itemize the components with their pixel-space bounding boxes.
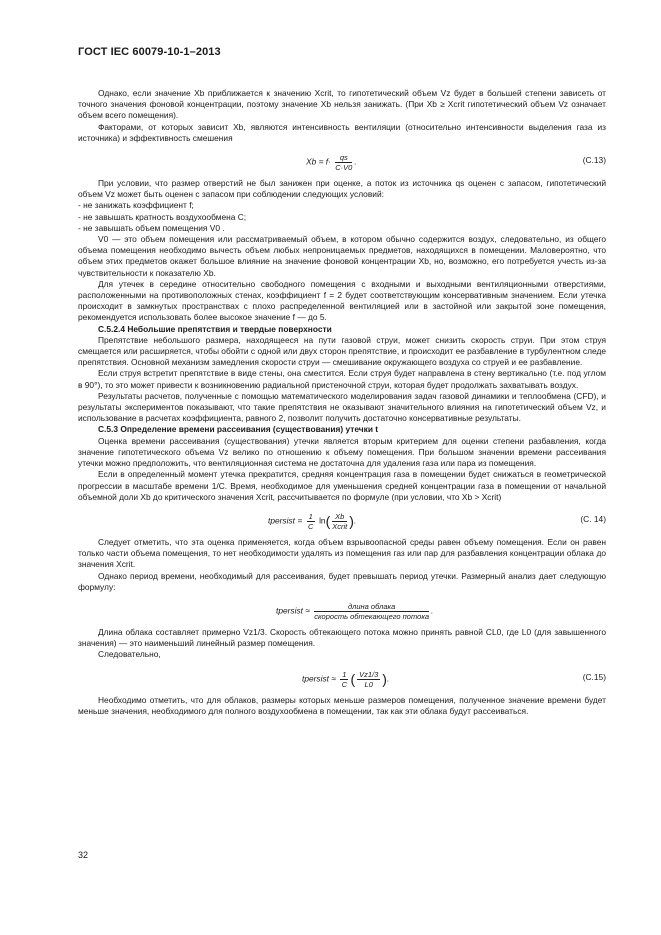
list-item-3: - не завышать объем помещения V0 . xyxy=(78,222,225,233)
formula-dimensional-denominator: скорость обтекающего потока xyxy=(314,611,430,621)
paragraph-11: Следует отметить, что эта оценка применяется, когда объем взрывоопасной среды равен объему помещения. Если он равен только части объема помещения, то нет необходимости удалять из помещения газ или пар для разбавления концентрации облака до значения Xcrit. xyxy=(78,536,606,570)
formula-c14-tail: . xyxy=(353,515,357,526)
paragraph-9: Оценка времени рассеивания (существования) утечки является вторым критерием для оценки степени разбавления, когда значение гипотетического объема Vz велико по отношению к объему помещения. При большом значении времени рассеивания утечки можно предположить, что вентиляционная система не достаточна для удаления газа или пара из помещения. xyxy=(78,435,606,469)
formula-c13-operator: = f· xyxy=(318,156,331,167)
formula-c15-coefficient xyxy=(340,670,348,689)
formula-c14-left-paren: ( xyxy=(325,512,331,529)
formula-c15-label: (C.15) xyxy=(582,671,606,682)
formula-c15-denominator: L0 xyxy=(364,679,373,689)
paragraph-8: Результаты расчетов, полученные с помощью математического моделирования задач газовой динамики и теплообмена (CFD), и результаты экспериментов показывают, что такие препятствия не оказывают значительного влияния на гипотетический объем Vz, и использование в расчетах коэффициента, равного 2, позволит получить достаточно консервативные результаты. xyxy=(78,390,606,424)
formula-c15-expression xyxy=(302,670,389,689)
formula-c13-expression xyxy=(306,153,357,172)
formula-c15-coef-numerator: 1 xyxy=(342,669,347,679)
formula-c14-expression xyxy=(268,512,356,531)
formula-c14-denominator: Xcrit xyxy=(332,521,348,531)
formula-c15-numerator: Vz1/3 xyxy=(359,669,379,679)
formula-c15-lhs: tpersist xyxy=(302,673,329,684)
page-number: 32 xyxy=(78,850,89,860)
formula-c15-coef-denominator: C xyxy=(341,679,348,689)
formula-c15-approx: ≈ xyxy=(331,673,336,684)
paragraph-15: Необходимо отметить, что для облаков, размеры которых меньше размеров помещения, полученное значение времени будет меньше значения, необходимого для полного воздухообмена в помещении, так как эти облака будут рассеиваться. xyxy=(78,694,606,716)
paragraph-1: Однако, если значение Xb приближается к значению Xcrit, то гипотетический объем Vz будет в большей степени зависеть от точного значения фоновой концентрации, поэтому значение Xb нельзя занижать. (При Xb ≥ Xcrit гипотетический объем Vz означает объем всего помещения). xyxy=(78,88,606,121)
paragraph-3: При условии, что размер отверстий не был занижен при оценке, а поток из источника qs оценен с запасом, гипотетический объем Vz может быть оценен с запасом при соблюдении следующих условий: xyxy=(78,178,606,200)
paragraph-5: Для утечек в середине относительно свободного помещения с входными и выходными вентиляционными отверстиями, расположенными на противоположных стенах, коэффициент f = 2 будет соответствующим консервативным значением. Если утечка происходит в замкнутых пространствах с плохо распределенной вентиляцией или в застойной или закрытой зоне помещения, рекомендуется использовать более высокое значение f — до 5. xyxy=(78,278,606,323)
paragraph-14: Следовательно, xyxy=(98,649,161,660)
list-item-1: - не занижать коэффициент f; xyxy=(78,200,194,211)
formula-c14-fraction xyxy=(332,512,347,531)
paragraph-13: Длина облака составляет примерно Vz1/3. Скорость обтекающего потока можно принять равной CL0, где L0 (для завышенного значения) — это наименьший линейный размер помещения. xyxy=(78,626,606,649)
formula-dimensional xyxy=(78,599,606,621)
formula-c13-numerator: qs xyxy=(335,153,352,163)
formula-c15-right-paren: ) xyxy=(382,670,387,687)
formula-c14-right-paren: ) xyxy=(349,512,354,529)
formula-c14-function: ln xyxy=(319,515,326,526)
formula-dimensional-fraction xyxy=(314,602,429,621)
paragraph-12: Однако период времени, необходимый для рассеивания, будет превышать период утечки. Размерный анализ дает следующую формулу: xyxy=(78,570,606,592)
formula-c14-coefficient xyxy=(307,512,315,531)
formula-c14-numerator: Xb xyxy=(332,512,347,522)
formula-c14-coef-numerator: 1 xyxy=(308,511,313,521)
paragraph-2: Факторами, от которых зависит Xb, являются интенсивность вентиляции (относительно интенсивности выделения газа из источника) и эффективность смешения xyxy=(78,121,606,143)
paragraph-10: Если в определенный момент утечка прекратится, средняя концентрация газа в помещении будет снижаться в геометрической прогрессии в масштабе времени 1/C. Время, необходимое для уменьшения средней концентрации газа в помещении от начальной объемной доли Xb до критического значения Xcrit, рассчитывается по формуле (при условии, что Xb > Xcrit) xyxy=(78,469,606,502)
formula-c14-lhs: tpersist xyxy=(268,515,295,526)
standard-header: ГОСТ IEC 60079-10-1–2013 xyxy=(78,46,221,58)
formula-c13 xyxy=(78,150,606,172)
paragraph-4: V0 — это объем помещения или рассматриваемый объем, в котором обычно содержится воздух, следовательно, из общего объема помещения необходимо вычесть объем любых непроницаемых предметов, находящихся в помещении. Маловероятно, что объем этих предметов окажет большое влияние на значение фоновой концентрации Xb, но, возможно, его потребуется учесть из-за чувствительности к показателю Xb. xyxy=(78,234,606,278)
formula-c14-coef-denominator: C xyxy=(307,521,314,531)
formula-c15-tail: . xyxy=(386,673,390,684)
formula-c13-lhs: Xb xyxy=(306,156,317,167)
formula-c15-fraction xyxy=(357,670,380,689)
formula-dimensional-tail: . xyxy=(431,605,434,616)
formula-c14-equals: = xyxy=(297,515,303,526)
document-body xyxy=(78,88,606,717)
section-heading-c524: C.5.2.4 Небольшие препятствия и твердые поверхности xyxy=(98,323,332,334)
section-heading-c53: C.5.3 Определение времени рассеивания (существования) утечки t xyxy=(98,424,379,435)
formula-c13-tail: . xyxy=(354,156,357,167)
formula-c13-denominator: C·V0 xyxy=(335,163,353,173)
paragraph-7: Если струя встретит препятствие в виде стены, она сместится. Если струя будет направлена в стену вертикально (т.е. под углом в 90°), то это может привести к возникновению радиальной пристеночной струи, которая будет продолжать захватывать воздух. xyxy=(78,368,606,390)
formula-c14 xyxy=(78,509,606,531)
formula-dimensional-expression xyxy=(276,602,433,621)
paragraph-6: Препятствие небольшого размера, находящееся на пути газовой струи, может снизить скорость струи. При этом струя смещается или расширяется, чтобы обойти с одной или двух сторон препятствие, и происходит ее разбавление в турбулентном следе препятствия. Основной механизм замедления скорости струи — смешивание окружающего воздуха со струей и ее разбавление. xyxy=(78,334,607,368)
formula-c13-fraction xyxy=(335,153,352,172)
list-item-2: - не завышать кратность воздухообмена C; xyxy=(78,211,247,222)
formula-dimensional-approx: ≈ xyxy=(305,605,310,616)
formula-dimensional-lhs: tpersist xyxy=(276,605,303,616)
formula-c15-left-paren: ( xyxy=(350,670,356,687)
formula-c15 xyxy=(78,667,606,689)
formula-c14-label: (C. 14) xyxy=(580,513,606,524)
formula-c13-label: (C.13) xyxy=(582,155,606,166)
formula-dimensional-numerator: длина облака xyxy=(314,602,429,612)
